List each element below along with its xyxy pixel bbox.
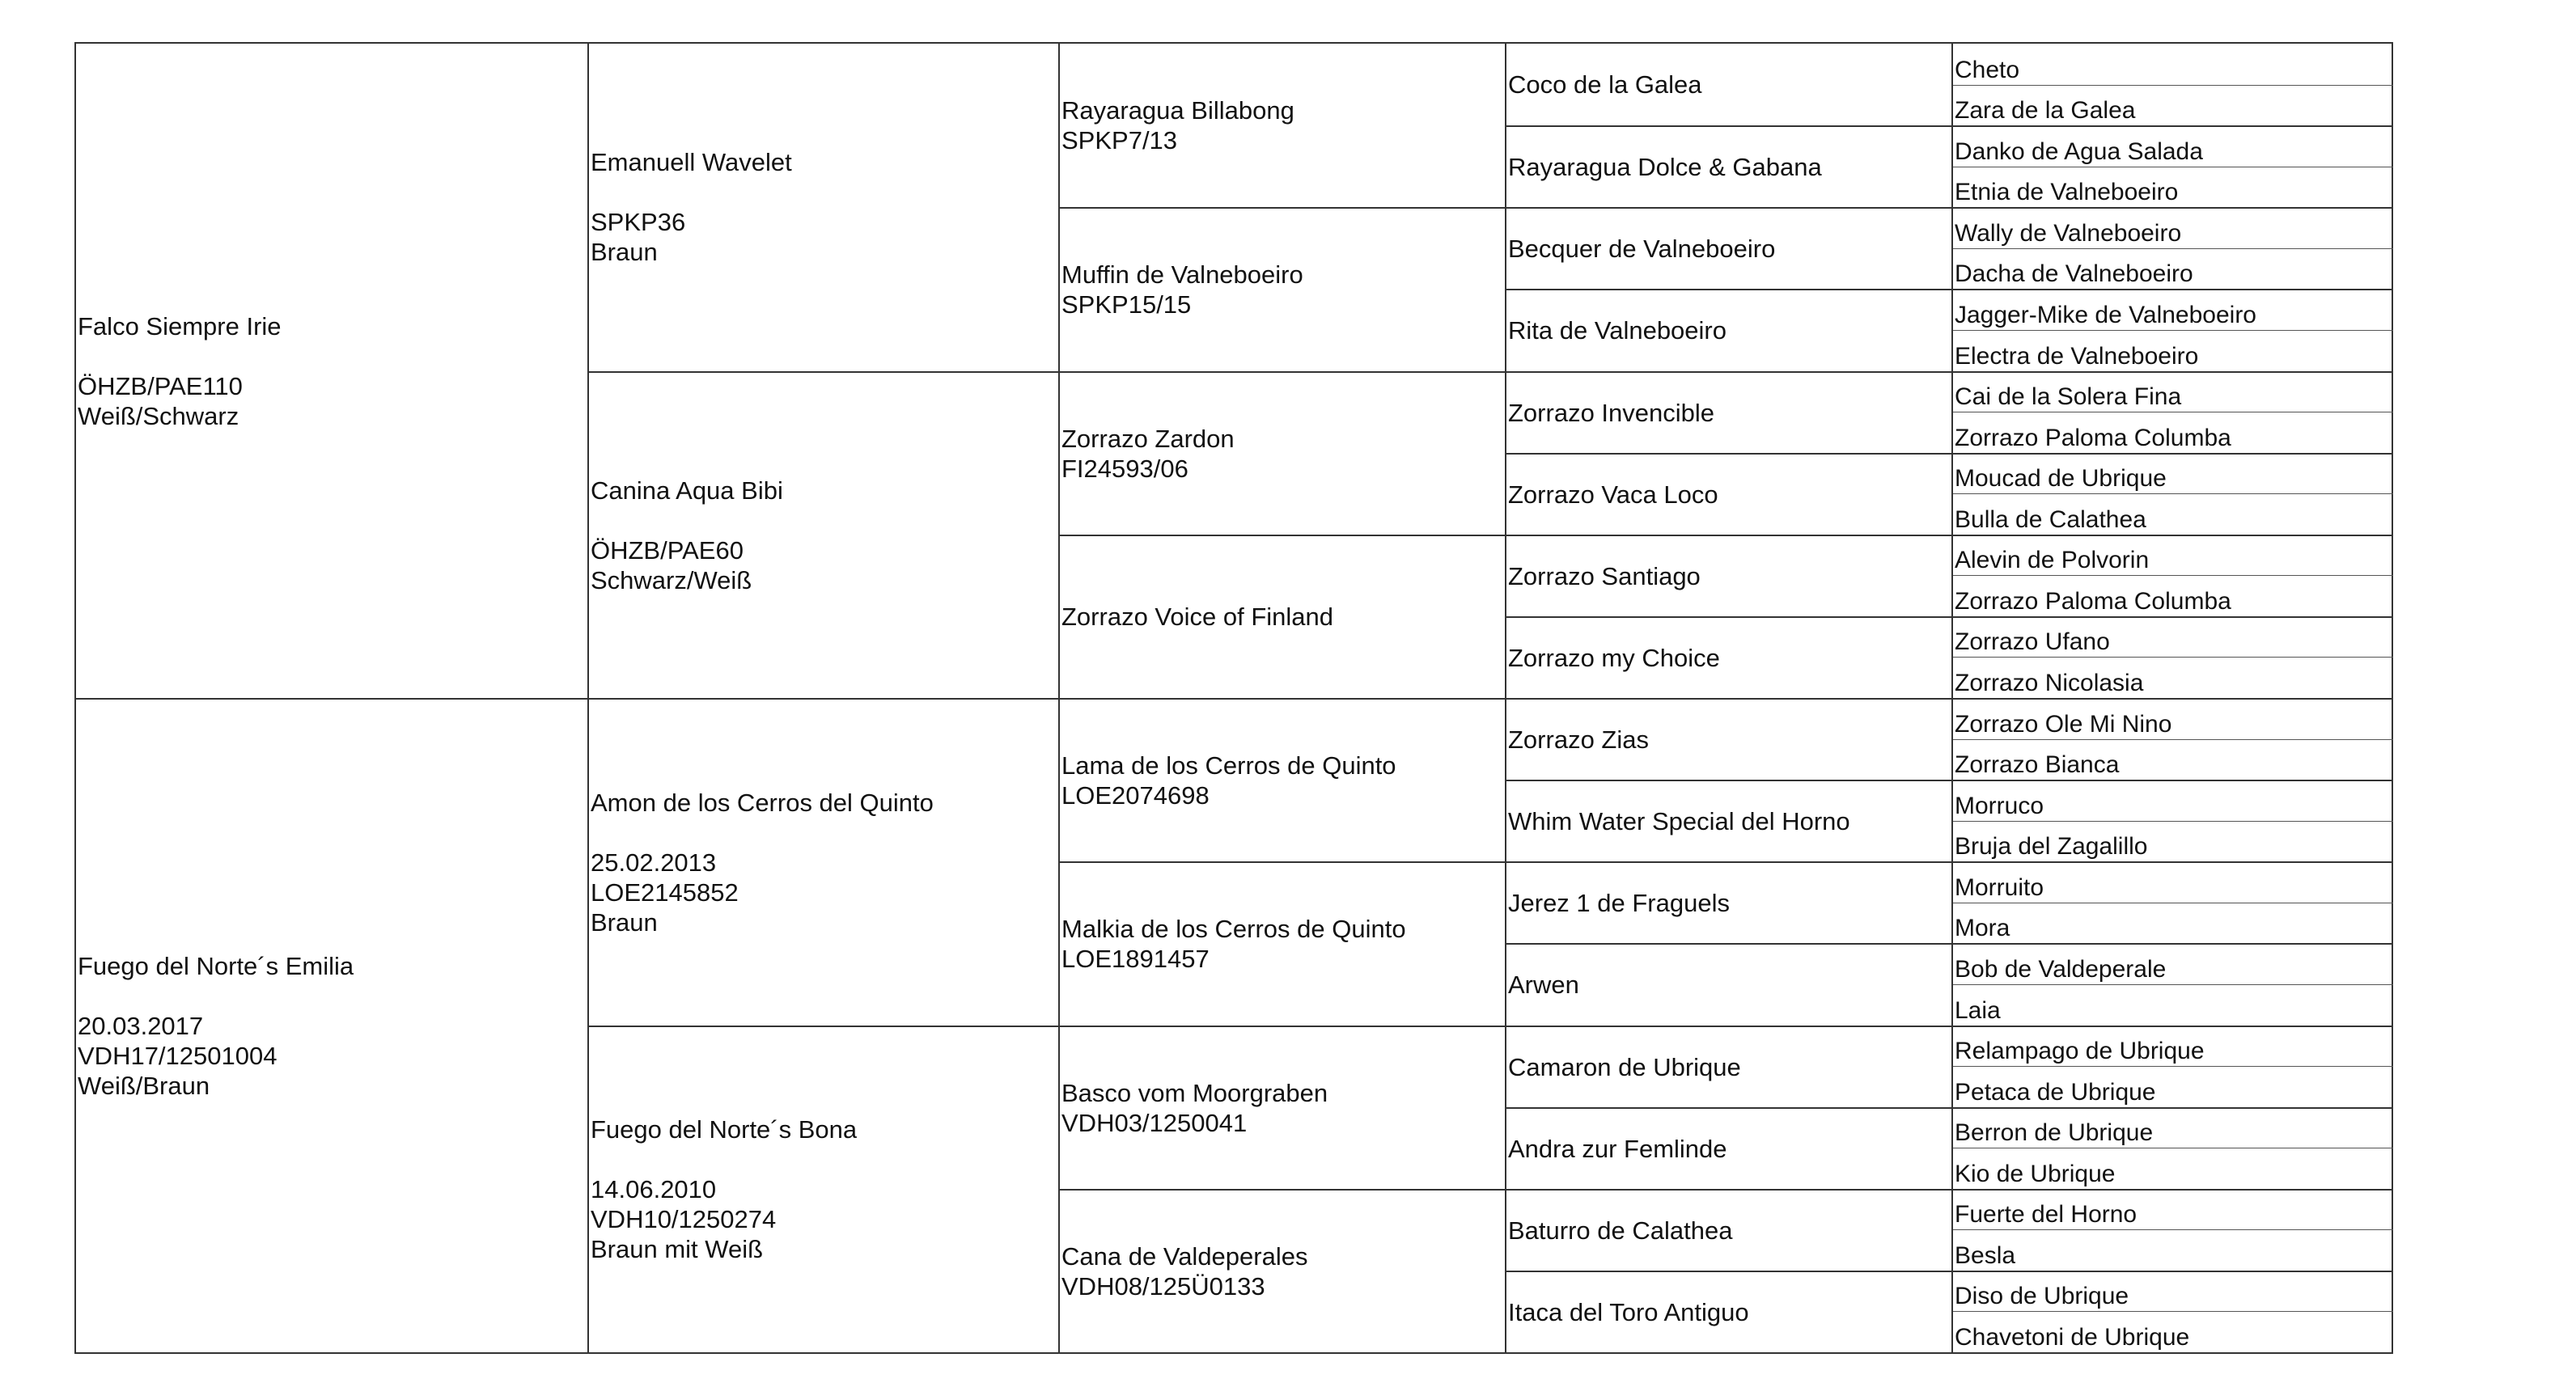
gen5-ancestor-cell — [1953, 289, 2393, 330]
dog-name: Basco vom Moorgraben — [1061, 1078, 1328, 1107]
registration-number: VDH08/125Ü0133 — [1061, 1271, 1265, 1301]
gen5-ancestor-cell — [1953, 1229, 2393, 1271]
birth-date: 14.06.2010 — [591, 1175, 717, 1204]
dog-name: Relampago de Ubrique — [1955, 1038, 2205, 1065]
dog-name: Danko de Agua Salada — [1955, 137, 2203, 165]
gen4-ancestor-cell — [1506, 861, 1953, 943]
gen4-ancestor-cell — [1506, 616, 1953, 698]
gen5-ancestor-cell — [1953, 330, 2393, 371]
registration-number: VDH10/1250274 — [591, 1205, 777, 1234]
gen4-ancestor-cell — [1506, 535, 1953, 616]
gen5-ancestor-cell — [1953, 780, 2393, 821]
gen5-ancestor-cell — [1953, 535, 2393, 576]
dog-name: Morruco — [1955, 792, 2044, 819]
gen5-ancestor-cell — [1953, 698, 2393, 739]
birth-date: 25.02.2013 — [591, 848, 717, 877]
generation-5-column — [1951, 44, 2393, 1352]
gen4-ancestor-cell — [1506, 125, 1953, 207]
gen5-ancestor-cell — [1953, 85, 2393, 126]
dog-name: Zorrazo Voice of Finland — [1061, 603, 1334, 632]
dog-name: Wally de Valneboeiro — [1955, 219, 2182, 247]
registration-number: SPKP15/15 — [1061, 290, 1192, 319]
gen4-ancestor-cell — [1506, 1189, 1953, 1271]
dog-name: Malkia de los Cerros de Quinto — [1061, 915, 1406, 944]
dog-name: Petaca de Ubrique — [1955, 1078, 2156, 1106]
dog-name: Jerez 1 de Fraguels — [1508, 889, 1730, 918]
gen4-ancestor-cell — [1506, 371, 1953, 453]
dog-name: Lama de los Cerros de Quinto — [1061, 751, 1396, 780]
dog-name: Coco de la Galea — [1508, 70, 1702, 99]
dog-name: Jagger-Mike de Valneboeiro — [1955, 301, 2256, 328]
gen4-ancestor-cell — [1506, 698, 1953, 780]
gen5-ancestor-cell — [1953, 984, 2393, 1026]
gen4-ancestor-cell — [1506, 943, 1953, 1025]
gen5-ancestor-cell — [1953, 739, 2393, 780]
great-grandparent-cell — [1060, 371, 1506, 535]
dog-name: Alevin de Polvorin — [1955, 547, 2150, 574]
grandparent-cell — [589, 371, 1060, 699]
gen5-ancestor-cell — [1953, 453, 2393, 494]
registration-number: LOE2074698 — [1061, 781, 1210, 810]
dog-name: Cai de la Solera Fina — [1955, 383, 2182, 411]
registration-number: LOE1891457 — [1061, 945, 1210, 974]
dog-name: Zorrazo Bianca — [1955, 751, 2120, 779]
dog-name: Bruja del Zagalillo — [1955, 833, 2148, 861]
gen4-ancestor-cell — [1506, 1271, 1953, 1352]
gen5-ancestor-cell — [1953, 943, 2393, 984]
birth-date: 20.03.2017 — [78, 1012, 204, 1040]
grandparent-cell — [589, 44, 1060, 371]
gen5-ancestor-cell — [1953, 575, 2393, 616]
gen5-ancestor-cell — [1953, 861, 2393, 903]
generation-4-column — [1505, 44, 1953, 1352]
dog-name: Rayaragua Billabong — [1061, 96, 1294, 125]
great-grandparent-cell — [1060, 1189, 1506, 1352]
dog-name: Etnia de Valneboeiro — [1955, 179, 2179, 206]
dog-name: Zorrazo Paloma Columba — [1955, 424, 2231, 451]
dog-name: Zorrazo Ole Mi Nino — [1955, 710, 2172, 738]
great-grandparent-cell — [1060, 535, 1506, 698]
dog-name: Amon de los Cerros del Quinto — [591, 788, 934, 817]
dog-name: Andra zur Femlinde — [1508, 1134, 1727, 1163]
dog-name: Falco Siempre Irie — [78, 311, 282, 340]
gen5-ancestor-cell — [1953, 616, 2393, 658]
generation-2-column — [587, 44, 1060, 1352]
gen5-ancestor-cell — [1953, 44, 2393, 85]
registration-number: SPKP7/13 — [1061, 126, 1178, 155]
dog-name: Zorrazo Ufano — [1955, 628, 2110, 656]
gen5-ancestor-cell — [1953, 412, 2393, 453]
dog-name: Muffin de Valneboeiro — [1061, 260, 1303, 290]
dog-name: Fuego del Norte´s Bona — [591, 1115, 858, 1144]
dog-name: Arwen — [1508, 971, 1579, 1000]
coat-color: Schwarz/Weiß — [591, 565, 752, 594]
registration-number: ÖHZB/PAE60 — [591, 535, 744, 565]
grandparent-cell — [589, 1026, 1060, 1353]
dog-name: Fuego del Norte´s Emilia — [78, 952, 354, 980]
gen5-ancestor-cell — [1953, 1107, 2393, 1148]
gen5-ancestor-cell — [1953, 1271, 2393, 1312]
dog-name: Electra de Valneboeiro — [1955, 342, 2199, 370]
coat-color: Weiß/Braun — [78, 1072, 210, 1100]
great-grandparent-cell — [1060, 44, 1506, 207]
dog-name: Zorrazo Zardon — [1061, 424, 1235, 453]
dog-name: Kio de Ubrique — [1955, 1160, 2116, 1187]
registration-number: ÖHZB/PAE110 — [78, 371, 243, 400]
parent-cell — [76, 44, 587, 698]
dog-name: Rita de Valneboeiro — [1508, 316, 1727, 345]
dog-name: Zorrazo Zias — [1508, 725, 1649, 755]
registration-number: LOE2145852 — [591, 878, 739, 907]
gen5-ancestor-cell — [1953, 1148, 2393, 1189]
dog-name: Baturro de Calathea — [1508, 1216, 1733, 1245]
gen4-ancestor-cell — [1506, 780, 1953, 861]
gen5-ancestor-cell — [1953, 1189, 2393, 1230]
great-grandparent-cell — [1060, 861, 1506, 1025]
dog-name: Besla — [1955, 1241, 2016, 1269]
dog-name: Canina Aqua Bibi — [591, 476, 783, 505]
dog-name: Berron de Ubrique — [1955, 1119, 2154, 1147]
gen5-ancestor-cell — [1953, 821, 2393, 862]
coat-color: Weiß/Schwarz — [78, 401, 239, 430]
dog-name: Rayaragua Dolce & Gabana — [1508, 153, 1822, 182]
dog-name: Zara de la Galea — [1955, 97, 2136, 125]
dog-name: Bob de Valdeperale — [1955, 955, 2167, 983]
dog-name: Itaca del Toro Antiguo — [1508, 1297, 1749, 1326]
dog-name: Zorrazo Santiago — [1508, 561, 1701, 590]
great-grandparent-cell — [1060, 698, 1506, 861]
gen4-ancestor-cell — [1506, 289, 1953, 370]
registration-number: FI24593/06 — [1061, 454, 1188, 483]
great-grandparent-cell — [1060, 1026, 1506, 1189]
gen5-ancestor-cell — [1953, 493, 2393, 535]
dog-name: Chavetoni de Ubrique — [1955, 1324, 2190, 1351]
gen4-ancestor-cell — [1506, 1026, 1953, 1107]
generation-3-column — [1058, 44, 1506, 1352]
dog-name: Emanuell Wavelet — [591, 148, 792, 177]
grandparent-cell — [589, 698, 1060, 1026]
gen4-ancestor-cell — [1506, 1107, 1953, 1189]
gen5-ancestor-cell — [1953, 657, 2393, 698]
great-grandparent-cell — [1060, 207, 1506, 370]
coat-color: Braun mit Weiß — [591, 1235, 764, 1264]
dog-name: Morruito — [1955, 873, 2044, 901]
dog-name: Cheto — [1955, 56, 2020, 83]
coat-color: Braun — [591, 907, 658, 937]
gen4-ancestor-cell — [1506, 44, 1953, 125]
gen5-ancestor-cell — [1953, 125, 2393, 167]
coat-color: Braun — [591, 238, 658, 267]
pedigree-table — [74, 42, 2393, 1354]
gen5-ancestor-cell — [1953, 1026, 2393, 1067]
dog-name: Zorrazo Paloma Columba — [1955, 587, 2231, 615]
registration-number: VDH03/1250041 — [1061, 1108, 1248, 1137]
dog-name: Fuerte del Horno — [1955, 1201, 2137, 1229]
registration-number: SPKP36 — [591, 208, 686, 237]
dog-name: Laia — [1955, 996, 2001, 1024]
dog-name: Zorrazo Nicolasia — [1955, 670, 2144, 696]
dog-name: Moucad de Ubrique — [1955, 465, 2167, 493]
gen4-ancestor-cell — [1506, 453, 1953, 535]
gen4-ancestor-cell — [1506, 207, 1953, 289]
dog-name: Becquer de Valneboeiro — [1508, 235, 1776, 264]
parent-cell — [76, 698, 587, 1352]
dog-name: Camaron de Ubrique — [1508, 1052, 1741, 1081]
gen5-ancestor-cell — [1953, 167, 2393, 208]
dog-name: Bulla de Calathea — [1955, 505, 2146, 533]
generation-1-column — [76, 44, 587, 1352]
gen5-ancestor-cell — [1953, 1311, 2393, 1352]
dog-name: Diso de Ubrique — [1955, 1283, 2129, 1310]
dog-name: Whim Water Special del Horno — [1508, 807, 1850, 836]
gen5-ancestor-cell — [1953, 371, 2393, 412]
dog-name: Zorrazo Invencible — [1508, 398, 1715, 427]
dog-name: Mora — [1955, 915, 2010, 942]
gen5-ancestor-cell — [1953, 248, 2393, 290]
registration-number: VDH17/12501004 — [78, 1042, 278, 1070]
gen5-ancestor-cell — [1953, 207, 2393, 248]
dog-name: Zorrazo my Choice — [1508, 643, 1720, 672]
gen5-ancestor-cell — [1953, 1066, 2393, 1107]
dog-name: Dacha de Valneboeiro — [1955, 260, 2193, 288]
dog-name: Cana de Valdeperales — [1061, 1241, 1308, 1271]
gen5-ancestor-cell — [1953, 903, 2393, 944]
dog-name: Zorrazo Vaca Loco — [1508, 480, 1718, 509]
